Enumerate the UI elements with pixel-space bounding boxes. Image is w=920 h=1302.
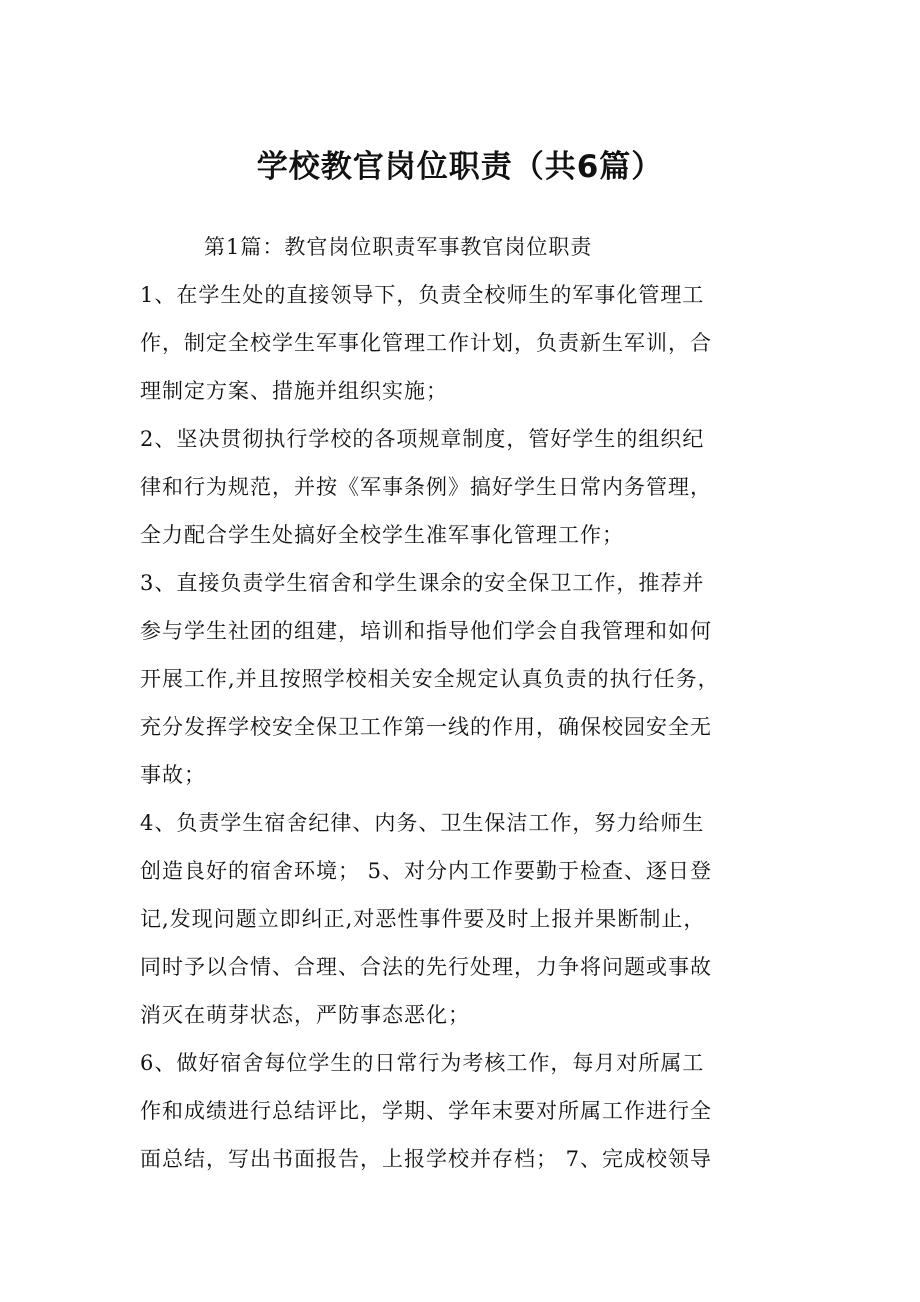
text-line: 事故；: [140, 763, 206, 787]
text-line: 作，制定全校学生军事化管理工作计划，负责新生军训，合: [140, 331, 712, 355]
text-line: 律和行为规范，并按《军事条例》搞好学生日常内务管理，: [140, 475, 712, 499]
text-line: 全力配合学生处搞好全校学生准军事化管理工作；: [140, 523, 624, 547]
paragraph-2: [140, 415, 780, 559]
text-line: 作和成绩进行总结评比，学期、学年末要对所属工作进行全: [140, 1099, 712, 1123]
document-title: 学校教官岗位职责（共6篇）: [256, 149, 664, 185]
paragraph-1: [140, 271, 780, 415]
paragraph-5: [140, 1039, 780, 1183]
paragraph-4: [140, 799, 780, 1039]
text-line: 4、负责学生宿舍纪律、内务、卫生保洁工作，努力给师生: [140, 811, 705, 835]
text-line: 记,发现问题立即纠正,对恶性事件要及时上报并果断制止，: [140, 907, 706, 931]
paragraph-3: [140, 559, 780, 799]
text-line: 1、在学生处的直接领导下，负责全校师生的军事化管理工: [140, 283, 705, 307]
text-line: 6、做好宿舍每位学生的日常行为考核工作，每月对所属工: [140, 1051, 705, 1075]
text-line: 理制定方案、措施并组织实施；: [140, 379, 448, 403]
text-line: 开展工作,并且按照学校相关安全规定认真负责的执行任务，: [140, 667, 720, 691]
section-subtitle: 第1篇：教官岗位职责军事教官岗位职责: [204, 235, 593, 259]
text-line: 2、坚决贯彻执行学校的各项规章制度，管好学生的组织纪: [140, 427, 705, 451]
text-line: 充分发挥学校安全保卫工作第一线的作用，确保校园安全无: [140, 715, 712, 739]
text-line: 消灭在萌芽状态，严防事态恶化；: [140, 1003, 470, 1027]
text-line: 3、直接负责学生宿舍和学生课余的安全保卫工作，推荐并: [140, 571, 705, 595]
document-body: [140, 223, 780, 1183]
text-line: 参与学生社团的组建，培训和指导他们学会自我管理和如何: [140, 619, 712, 643]
text-line: 创造良好的宿舍环境； 5、对分内工作要勤于检查、逐日登: [140, 859, 713, 883]
text-line: 同时予以合情、合理、合法的先行处理，力争将问题或事故: [140, 955, 712, 979]
text-line: 面总结，写出书面报告，上报学校并存档； 7、完成校领导: [140, 1147, 713, 1171]
